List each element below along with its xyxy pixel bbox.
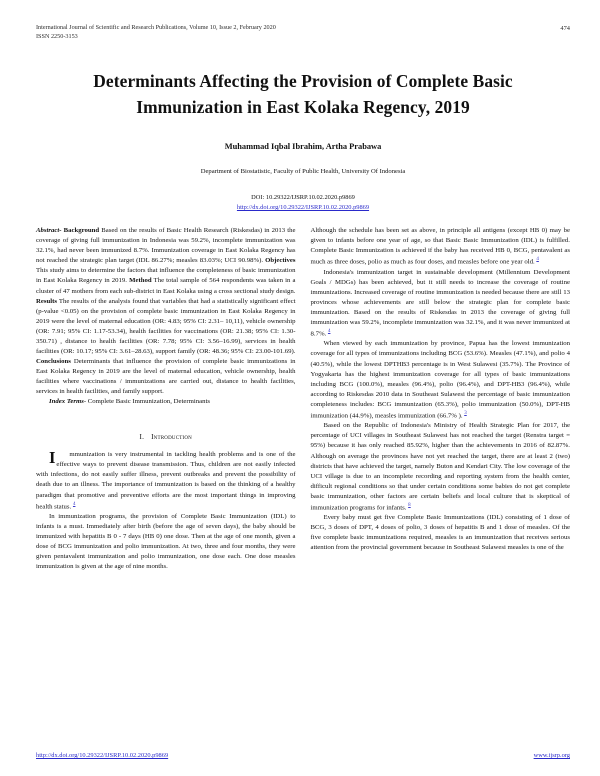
intro-paragraph-1 <box>36 450 296 512</box>
abstract-background-label: Background <box>63 227 100 235</box>
doi-block <box>36 193 570 213</box>
index-terms <box>36 397 296 407</box>
index-terms-text: - Complete Basic Immunization, Determinants <box>83 398 210 406</box>
abstract-label: Abstract- <box>36 227 62 235</box>
abstract-results-label: Results <box>36 297 58 305</box>
section-heading-introduction <box>36 432 296 443</box>
intro-paragraph-1-text: mmunization is very instrumental in tackling health problems and is one of the effective ways to prevent disease transmission. Thus, children are not easily infected with infections, do not easily suffer illness, prevent outbreaks and prevent the possibility of death due to an illness. The importance of immunization is based on the thinking of a healthy paradigm that promotive and preventive efforts are the most important things in improving health status. <box>36 451 296 510</box>
section-number: I. <box>139 433 145 442</box>
right-paragraph-5: Every baby must get five Complete Basic Immunizations (IDL) consisting of 1 dose of BCG, 3 doses of DPT, 4 doses of polio, 3 doses of hepatitis B and 1 dose of measles. Of the five complete basic immunizations required, measles is an immunization that receives serious attention from the provincial government because in Southeast Sulawesi measles is one of the <box>310 514 570 552</box>
doi-label: DOI: 10.29322/IJSRP.10.02.2020.p9869 <box>251 194 355 202</box>
doi-link[interactable]: http://dx.doi.org/10.29322/IJSRP.10.02.2020.p9869 <box>236 204 370 212</box>
body-columns <box>36 226 570 572</box>
left-column <box>36 226 296 572</box>
intro-paragraph-2: In immunization programs, the provision of Complete Basic Immunization (IDL) to infants is a must. Immediately after birth (before the age of seven days), the baby should be immunized with hepatitis B 0 - 7 days (HB 0) one dose. Then at the age of one month, given a dose of BCG immunization and polio immunization. At two, three and four months, they were given pentavalent immunization and polio immunization, one dose each. One dose measles immunization is given at the age of nine months. <box>36 512 296 571</box>
right-paragraph-4-text: Based on the Republic of Indonesia's Ministry of Health Strategic Plan for 2017, the percentage of UCI villages in Southeast Sulawesi has not reached the target (Renstra target = 95%) because it has only reached 85.92%, higher than the achievements in 2016 of 82.87%. Although on average the provinces have not yet reached the target, there are at least 2 (two) districts that have achieved the target, namely Buton and Kendari City. The low coverage of the UCI village is due to an incomplete recording and reporting system from the health center, difficult regional conditions so that under certain conditions some babies do not get complete basic immunization, other factors are certain beliefs and local culture that is skeptical of immunization programs for infants. <box>310 422 570 512</box>
reference-marker[interactable]: 4 <box>536 257 539 263</box>
abstract-method-label: Method <box>129 277 152 285</box>
right-paragraph-1-text: Although the schedule has been set as above, in principle all antigens (except HB 0) may be given to infants before one year of age, so that Basic Basic Immunization (IDL) is fulfilled. Complete Basic Immunization is achieved if the baby has received HB 0, BCG, pentavalent as much as three doses, polio as much as four doses, and measles before one year old. <box>310 227 570 266</box>
page-footer <box>36 752 570 759</box>
reference-marker[interactable]: 8 <box>408 502 411 508</box>
right-paragraph-1 <box>311 226 571 268</box>
abstract-objectives-label: Objectives <box>265 257 296 265</box>
reference-marker[interactable]: 4 <box>327 329 331 335</box>
abstract-method-text: The total sample of 564 respondents was taken in a cluster of 47 mothers from each sub-district in East Kolaka using a cross sectional study design. <box>36 277 296 295</box>
page-number: 474 <box>560 25 570 32</box>
section-title: Introduction <box>151 433 192 442</box>
footer-doi-link[interactable]: http://dx.doi.org/10.29322/IJSRP.10.02.2020.p9869 <box>36 752 169 759</box>
abstract-background-text: Based on the results of Basic Health Research (Riskesdas) in 2013 the coverage of giving full immunization in Indonesia was 59.2%, incomplete immunization was 32.1%, had never been immunized 8.7%. Immunization coverage in East Kolaka Regency has not reached the strategic plan target (IDL 86.27%; measles 83.03%; UCI 90.98%). <box>36 227 296 265</box>
author-list: Muhammad Iqbal Ibrahim, Artha Prabawa <box>224 142 382 152</box>
abstract-conclusions-text: Determinants that influence the provision of complete basic immunizations in East Kolaka Regency in 2019 are the level of maternal education, vehicle ownership, health facilities where vaccinations / immunizations are carried out, distance to health facilities, services in health facilities, and family support. <box>36 358 296 396</box>
reference-marker[interactable]: 4 <box>72 501 76 507</box>
running-head-left <box>36 24 276 42</box>
running-head <box>36 24 570 42</box>
right-column <box>311 226 571 572</box>
abstract-conclusions-label: Conclusions <box>36 358 71 366</box>
reference-marker[interactable]: 3 <box>464 410 467 416</box>
abstract-paragraph <box>36 226 296 397</box>
drop-cap: I <box>49 448 56 468</box>
abstract-results-text: The results of the analysis found that variables that had a statistically significant effect (p-value <0.05) on the provision of complete basic immunization in East Kolaka Regency in 2019 were the level of maternal education (OR: 4.83; 95% CI: 2.31– 10,11), vehicle ownership (OR: 7.91; 95% CI: 1.17-53.34), health facilities for vaccinations (OR: 21.38; 95% CI: 1.30-350.71) , distance to health facilities (OR: 7.78; 95% CI: 3.56–16.99), services in health facilities (OR: 10.17; 95% CI: 3.61–28.63), support family (OR: 48.36; 95% CI: 23.00-101.69). <box>36 297 296 355</box>
affiliation: Department of Biostatistic, Faculty of Public Health, University Of Indonesia <box>200 168 406 176</box>
page-title: Determinants Affecting the Provision of Complete Basic Immunization in East Kolaka Regency, 2019 <box>93 70 513 118</box>
footer-site-link[interactable]: www.ijsrp.org <box>533 752 570 759</box>
index-terms-label: Index Terms <box>49 398 84 406</box>
right-paragraph-2 <box>311 268 571 340</box>
right-paragraph-3-text: When viewed by each immunization by province, Papua has the lowest immunization coverage for all types of immunizations including BCG (53.6%). Measles (47.1%), and polio 4 (40.5%), while the lowest DPTHB3 percentage is in West Sulawesi (35.7%). The Province of Yogyakarta has the highest immunization coverage for all types of basic immunizations including BCG (100.0%), measles (96.4%), polio (96.4%), and DPT-HB3 (96.4%), while according to Riskesdas 2010 data in Southeast Sulawesi the percentage of basic immunization completeness includes: BCG immunization (65.3%), polio immunization (50.0%), DPT-HB immunization (44.9%), measles immunization (66.7% ). <box>310 340 570 420</box>
issn-line: ISSN 2250-3153 <box>36 32 78 40</box>
abstract-objectives-text: This study aims to determine the factors that influence the completeness of basic immunization in East Kolaka Regency in 2019. <box>36 267 296 285</box>
journal-citation-line: International Journal of Scientific and Research Publications, Volume 10, Issue 2, February 2020 <box>36 24 276 31</box>
right-paragraph-2-text: Indonesia's immunization target in sustainable development (Millennium Development Goals / MDGs) has been achieved, but it still needs to increase the coverage of routine immunizations. Increased coverage of routine immunization is needed because there are still 13 provinces whose achievements are still below the strategic plan for complete basic immunization. Based on the results of Riskesdas in 2013 the coverage of giving full immunization was 59.2%, incomplete immunization was 32.1%, and it was never immunized at 8.7%. <box>310 268 570 338</box>
right-paragraph-4 <box>311 421 571 513</box>
right-paragraph-3 <box>311 339 571 421</box>
